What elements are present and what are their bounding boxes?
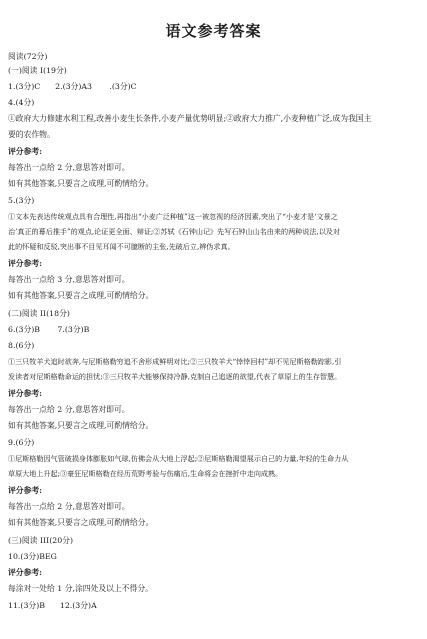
q11-12-answers	[8, 601, 418, 611]
q4-score-rule-1: 每答出一点给 2 分,意思答对即可。	[8, 163, 130, 172]
q10-score-rule: 每涂对一处给 1 分,涂四处及以上不得分。	[8, 584, 153, 593]
section-reading-heading: 阅读(72分)	[8, 52, 48, 61]
q1-3-answers	[8, 82, 418, 92]
q9-score-rule-2: 如有其他答案,只要言之成理,可酌情给分。	[8, 518, 154, 527]
q5-answer-line-2: 治’真正的幕后推手”的观点,论证更全面、辩证;②苏轼《石钟山记》先写石钟山山名由来的两种说法,以及对	[8, 227, 340, 236]
reading2-header: (二)阅读 II(18分)	[8, 309, 70, 318]
q8-score-rule-2: 如有其他答案,只要言之成理,可酌情给分。	[8, 421, 154, 430]
score-reference-label: 评分参考:	[8, 568, 43, 577]
q4-answer-line-1: ①政府大力修建水利工程,改善小麦生长条件,小麦产量优势明显;②政府大力推广,小麦种植广泛,成为我国主	[8, 114, 372, 123]
page-title: 语文参考答案	[165, 22, 262, 40]
q6-answer: 6.(3分)B	[8, 325, 41, 334]
q8-answer-line-1: ①三只牧羊犬追时欲奔,与尼斯格勒穷追不舍形成鲜明对比;②三只牧羊犬“悻悻回村”却不见尼斯格勒踪影,引	[8, 357, 342, 366]
score-reference-label: 评分参考:	[8, 389, 43, 398]
q9-answer-line-2: 草原大地上升起;③豪狂尼斯格勒在经历荒野考验与伤痛后,生命将会在挫折中走向成熟。	[8, 469, 283, 478]
q2-answer: 2.(3分)A3	[55, 82, 92, 91]
q7-answer: 7.(3分)B	[57, 325, 90, 334]
score-reference-label: 评分参考:	[8, 147, 43, 156]
q11-answer: 11.(3分)B	[8, 601, 45, 610]
q9-label: 9.(6分)	[8, 438, 35, 447]
reading1-header: (一)阅读 I(19分)	[8, 66, 67, 75]
reading3-header: (三)阅读 III(20分)	[8, 536, 73, 545]
q8-label: 8.(6分)	[8, 341, 35, 350]
q10-answer: 10.(3分)BEG	[8, 552, 57, 561]
q5-score-rule-2: 如有其他答案,只要言之成理,可酌情给分。	[8, 291, 154, 300]
q4-answer-line-2: 要的农作物。	[8, 130, 55, 139]
score-reference-label: 评分参考:	[8, 259, 43, 268]
q9-answer-line-1: ①尼斯格勒因气管破损身体膨胀如气球,仿佛会从大地上浮起;②尼斯格勒渴望展示自己的力量,年轻的生命力从	[8, 454, 349, 463]
q5-answer-line-3: 此的怀疑和反驳,突出事不目见耳闻不可臆断的主张,先破后立,辨伪求真。	[8, 242, 235, 251]
q4-label: 4.(4分)	[8, 98, 35, 107]
q6-7-answers	[8, 325, 418, 335]
q3-answer: .(3分)C	[109, 82, 137, 91]
q5-answer-line-1: ①文本先表达传统观点具有合理性,再指出“小麦广泛种植”这一被忽视的经济因素,突出了“小麦才是‘文景之	[8, 212, 338, 221]
q8-score-rule-1: 每答出一点给 2 分,意思答对即可。	[8, 405, 130, 414]
q12-answer: 12.(3分)A	[59, 601, 97, 610]
q5-score-rule-1: 每答出一点给 3 分,意思答对即可。	[8, 275, 130, 284]
q8-answer-line-2: 发读者对尼斯格勒命运的担忧;③三只牧羊犬能够保持冷静,克制自己追逐的欲望,代表了草原上的生存智慧。	[8, 372, 342, 381]
q4-score-rule-2: 如有其他答案,只要言之成理,可酌情给分。	[8, 179, 154, 188]
q1-answer: 1.(3分)C	[8, 82, 41, 91]
q5-label: 5.(3分)	[8, 196, 35, 205]
q9-score-rule-1: 每答出一点给 2 分,意思答对即可。	[8, 502, 130, 511]
score-reference-label: 评分参考:	[8, 486, 43, 495]
